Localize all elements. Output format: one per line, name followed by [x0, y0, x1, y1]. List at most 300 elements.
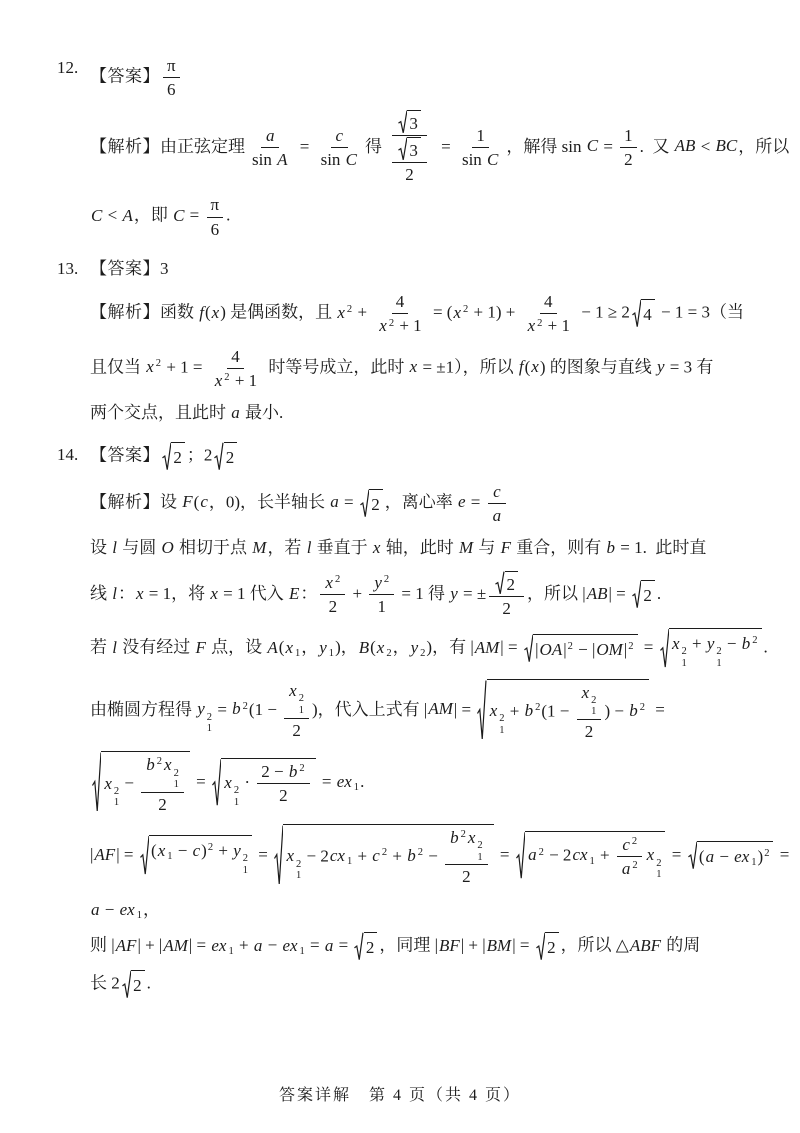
analysis-line	[90, 110, 790, 186]
text: . 又	[639, 136, 674, 156]
text: ；2	[186, 446, 213, 466]
text: − 1 ≥ 2	[577, 302, 630, 322]
text: −	[173, 841, 192, 861]
math-variable: c	[335, 125, 344, 145]
text: 则 |	[90, 935, 115, 955]
math-variable: x	[379, 316, 387, 336]
text: 2	[158, 794, 167, 814]
fraction	[488, 481, 507, 527]
text: 函数	[160, 302, 199, 322]
text: .	[656, 583, 662, 603]
math-variable: b	[741, 634, 751, 654]
answer-label: 【答案】	[90, 66, 160, 86]
fraction	[374, 291, 425, 337]
fraction	[523, 291, 574, 337]
text: =	[213, 699, 232, 719]
text: .	[226, 205, 231, 225]
subscript: 1	[295, 870, 302, 882]
analysis-line	[90, 897, 752, 923]
answer-label: 【答案】	[90, 258, 160, 278]
radical-icon	[274, 824, 283, 888]
text: = 1 得	[397, 583, 450, 603]
text: ，所以 △	[560, 935, 629, 955]
question-block	[57, 442, 790, 999]
analysis-label: 【解析】	[90, 136, 160, 156]
text: 2	[547, 938, 556, 958]
text: 2	[225, 448, 235, 468]
radicand	[641, 580, 655, 609]
numerator	[284, 680, 309, 718]
superscript: 2	[242, 700, 248, 712]
text: | =	[608, 583, 630, 603]
text: 轴，此时	[381, 538, 458, 558]
denominator	[163, 78, 180, 100]
sqrt-expression	[524, 634, 638, 663]
analysis-line	[90, 400, 752, 426]
superscript: 2	[535, 702, 541, 714]
superscript: 2	[764, 848, 770, 860]
text: (	[524, 357, 531, 377]
denominator	[374, 314, 425, 336]
superscript: 2	[173, 767, 179, 779]
radical-icon	[632, 580, 641, 609]
text: 3	[409, 113, 418, 133]
fraction	[392, 137, 427, 186]
radicand	[224, 442, 238, 471]
text: 2 −	[261, 762, 288, 782]
math-variable: b	[629, 700, 638, 720]
math-variable: A	[267, 637, 278, 657]
math-variable: y	[410, 637, 419, 657]
sqrt-expression	[660, 628, 762, 669]
math-variable: y	[197, 699, 205, 719]
radical-icon	[162, 442, 171, 471]
subscript: 1	[228, 945, 234, 957]
text: 2	[371, 494, 380, 514]
text: =	[339, 492, 358, 512]
text: −	[423, 846, 443, 866]
text: ：	[300, 583, 318, 603]
numerator	[320, 572, 345, 595]
denominator	[523, 314, 574, 336]
radicand	[505, 571, 519, 595]
math-variable: x	[211, 302, 220, 322]
math-variable: x	[467, 827, 476, 847]
text: )，代入上式有 |	[311, 699, 428, 719]
text: 与	[474, 538, 500, 558]
text: <	[103, 205, 122, 225]
text: )，	[335, 637, 358, 657]
radicand	[101, 751, 189, 815]
subscript: 1	[233, 796, 240, 808]
text: =	[295, 136, 314, 156]
text: = (	[428, 302, 453, 322]
subscript: 1	[299, 945, 305, 957]
math-variable: l	[112, 583, 117, 603]
text: −	[100, 899, 119, 919]
superscript: 2	[462, 303, 469, 315]
text: =	[185, 205, 204, 225]
sqrt-expression	[354, 932, 377, 961]
subscript: 1	[298, 704, 304, 716]
analysis-line	[90, 535, 752, 561]
radicand	[533, 634, 637, 663]
fraction	[617, 834, 643, 880]
sub-superscript	[681, 646, 688, 669]
radical-icon	[122, 970, 131, 999]
sub-superscript	[590, 695, 597, 718]
numerator	[577, 682, 602, 720]
text: ，离心率	[384, 492, 457, 512]
text: (	[204, 302, 211, 322]
math-variable: a	[231, 403, 240, 423]
text: = ±1），所以	[418, 357, 518, 377]
sub-superscript	[206, 712, 213, 735]
subscript: 1	[353, 782, 360, 794]
radical-icon	[632, 299, 641, 328]
text: +	[595, 845, 614, 865]
math-variable: E	[289, 583, 300, 603]
math-variable: x	[286, 846, 294, 866]
sqrt-expression	[274, 824, 494, 888]
math-variable: a	[330, 492, 339, 512]
text: =	[466, 492, 485, 512]
text: −	[263, 935, 282, 955]
numerator	[261, 125, 280, 148]
math-variable: ex	[336, 772, 352, 792]
text: − 1 = 3（当	[656, 302, 744, 322]
superscript: 2	[233, 785, 240, 796]
text: ，	[142, 899, 160, 919]
math-variable: F	[500, 538, 512, 558]
superscript: 2	[113, 785, 120, 797]
text: 2	[462, 867, 471, 887]
text: =	[191, 772, 210, 792]
superscript: 2	[639, 702, 645, 714]
radicand	[369, 489, 383, 518]
denominator	[617, 857, 643, 879]
subscript: 1	[499, 724, 505, 736]
sqrt-expression	[632, 299, 655, 328]
math-variable: b	[407, 846, 416, 866]
text: 最小.	[240, 403, 284, 423]
math-variable: y	[374, 573, 382, 593]
math-variable: f	[199, 302, 204, 322]
superscript: 2	[155, 358, 162, 370]
fraction	[248, 125, 292, 171]
text: ·	[240, 772, 255, 792]
denominator	[620, 148, 637, 170]
text: +	[388, 846, 407, 866]
text: 2	[292, 720, 301, 740]
math-variable: y	[233, 841, 241, 861]
math-variable: x	[527, 316, 536, 336]
text: 2	[405, 165, 414, 184]
analysis-line	[90, 932, 752, 961]
sqrt-expression	[516, 831, 666, 881]
math-variable: x	[453, 302, 461, 322]
math-variable: OA	[539, 640, 563, 660]
subscript: 1	[656, 869, 662, 881]
analysis-line	[90, 571, 752, 620]
denominator	[401, 163, 418, 185]
subscript: 1	[681, 657, 687, 669]
sub-superscript	[476, 840, 483, 863]
superscript: 2	[656, 857, 662, 869]
sqrt-expression	[122, 970, 145, 999]
text: +	[353, 846, 372, 866]
denominator	[154, 793, 171, 815]
analysis-line	[90, 679, 752, 743]
numerator	[392, 137, 427, 163]
math-variable: x	[409, 357, 418, 377]
radicand	[407, 137, 421, 161]
math-variable: y	[706, 634, 715, 654]
radical-icon	[398, 110, 407, 134]
superscript: 2	[299, 763, 305, 775]
fraction	[163, 55, 180, 101]
analysis-line	[90, 346, 752, 392]
text: 点，设	[206, 637, 267, 657]
text: | + |	[137, 935, 163, 955]
superscript: 2	[242, 853, 248, 865]
text: + 1	[395, 316, 422, 336]
math-variable: b	[288, 762, 298, 782]
math-variable: b	[232, 699, 241, 719]
denominator	[581, 720, 598, 742]
subscript: 1	[113, 797, 120, 809]
text: −	[722, 634, 741, 654]
math-variable: c	[372, 846, 380, 866]
text: ，0)，长半轴长	[208, 492, 330, 512]
subscript: 2	[420, 647, 426, 659]
subscript: 1	[173, 779, 179, 791]
math-variable: b	[524, 700, 534, 720]
math-variable: x	[376, 637, 385, 657]
text: 线	[90, 583, 112, 603]
sqrt-expression	[495, 571, 518, 595]
math-variable: ex	[734, 847, 750, 867]
text: 垂直于	[312, 538, 372, 558]
math-variable: x	[646, 845, 655, 865]
denominator	[385, 136, 434, 186]
text: π	[167, 56, 176, 75]
radicand	[487, 679, 649, 743]
superscript: 2	[334, 574, 341, 586]
radicand	[131, 970, 145, 999]
text: | + |	[460, 935, 486, 955]
text: ，同理 |	[379, 935, 438, 955]
math-variable: l	[112, 538, 117, 558]
superscript: 2	[477, 840, 483, 852]
math-variable: x	[224, 772, 232, 792]
math-variable: x	[372, 538, 381, 558]
math-variable: M	[458, 538, 474, 558]
question-number: 12.	[57, 58, 79, 77]
math-variable: a	[253, 935, 263, 955]
denominator	[207, 218, 224, 240]
radicand	[545, 932, 559, 961]
denominator	[458, 148, 503, 170]
text: 2	[584, 722, 594, 742]
fraction	[620, 125, 637, 171]
denominator	[275, 784, 292, 806]
numerator	[392, 110, 427, 136]
superscript: 2	[628, 641, 634, 653]
text: + 1	[230, 370, 258, 390]
fraction	[489, 571, 524, 620]
math-variable: a	[621, 859, 631, 879]
numerator	[369, 572, 394, 595]
text: + 1) +	[469, 302, 520, 322]
denominator	[210, 369, 261, 391]
math-variable: AM	[428, 699, 453, 719]
text: 4	[231, 346, 240, 366]
math-variable: f	[518, 357, 524, 377]
sqrt-expression	[140, 835, 252, 876]
text: .	[763, 637, 768, 657]
subscript: 1	[751, 857, 757, 869]
sqrt-expression	[92, 751, 190, 815]
text: =	[775, 844, 790, 864]
text: 4	[395, 292, 405, 312]
text: | =	[188, 935, 211, 955]
text: 的周	[662, 935, 701, 955]
fraction	[210, 346, 261, 392]
analysis-line	[90, 291, 752, 337]
text: +	[505, 700, 524, 720]
numerator	[617, 834, 642, 857]
text: <	[696, 136, 715, 156]
math-variable: x	[581, 682, 590, 702]
sub-superscript	[173, 768, 180, 791]
text: 3	[160, 258, 169, 278]
text: +	[348, 583, 367, 603]
text: π	[210, 195, 220, 215]
math-variable: x	[531, 357, 539, 377]
math-variable: OM	[596, 640, 623, 660]
analysis-line	[90, 194, 752, 240]
radicand	[525, 831, 665, 881]
superscript: 2	[388, 317, 395, 329]
superscript: 2	[537, 317, 543, 329]
math-variable: BM	[486, 935, 512, 955]
text: |	[563, 640, 567, 660]
fraction	[577, 682, 602, 743]
text: − 2	[302, 846, 329, 866]
text: ，若	[267, 538, 306, 558]
radicand	[407, 110, 421, 134]
math-variable: ex	[211, 935, 227, 955]
denominator	[498, 597, 515, 619]
math-variable: C	[586, 136, 599, 156]
superscript: 2	[295, 858, 302, 870]
numerator	[472, 125, 489, 148]
text: ：	[117, 583, 135, 603]
math-variable: x	[164, 755, 172, 775]
subscript: 1	[136, 909, 142, 921]
radical-icon	[214, 442, 223, 471]
text: ，解得 sin	[506, 136, 586, 156]
math-variable: x	[285, 637, 293, 657]
text: 2	[502, 598, 511, 618]
numerator	[540, 291, 557, 314]
superscript: 2	[631, 835, 638, 847]
radical-icon	[688, 841, 697, 870]
math-variable: l	[112, 637, 117, 657]
text: 2	[173, 448, 182, 468]
math-variable: x	[325, 573, 333, 593]
text: 2	[133, 976, 142, 996]
numerator	[141, 754, 184, 792]
denominator	[488, 504, 507, 526]
subscript: 1	[328, 647, 335, 659]
superscript: 2	[417, 847, 423, 859]
radical-icon	[660, 628, 669, 669]
fraction	[385, 110, 434, 186]
superscript: 2	[752, 635, 758, 647]
radical-icon	[140, 835, 149, 876]
text: (1 −	[541, 700, 574, 720]
question-block	[57, 256, 752, 427]
text: (	[698, 847, 705, 867]
text: =	[305, 935, 324, 955]
question-number: 13.	[57, 258, 79, 278]
superscript: 2	[224, 372, 230, 384]
text: 6	[210, 219, 220, 239]
text: 1	[476, 125, 485, 145]
denominator	[325, 595, 342, 617]
text: )，有 |	[426, 637, 474, 657]
superscript: 2	[538, 846, 544, 858]
text: 没有经过	[117, 637, 195, 657]
text: ) 的图象与直线	[539, 357, 656, 377]
math-variable: x	[671, 634, 680, 654]
radical-icon	[354, 932, 363, 961]
radicand	[364, 932, 378, 961]
text: −	[120, 773, 139, 793]
text: 6	[167, 80, 176, 100]
text: | =	[500, 637, 522, 657]
text: 设	[160, 492, 182, 512]
sqrt-expression	[398, 110, 421, 134]
math-variable: x	[489, 700, 498, 720]
answer-line	[57, 256, 752, 282]
math-variable: x	[210, 583, 218, 603]
radical-icon	[360, 489, 369, 518]
superscript: 2	[681, 646, 687, 658]
denominator	[248, 148, 292, 170]
math-variable: y	[319, 637, 327, 657]
math-variable: M	[252, 538, 267, 558]
text: = 1. 此时直	[616, 538, 707, 558]
numerator	[331, 125, 349, 148]
radical-icon	[495, 571, 504, 595]
fraction	[207, 194, 224, 240]
text: =	[254, 844, 273, 864]
superscript: 2	[207, 842, 214, 854]
superscript: 2	[298, 693, 304, 705]
text: (	[370, 637, 376, 657]
math-variable: c	[493, 481, 501, 501]
text: 两个交点，且此时	[90, 403, 231, 423]
subscript: 1	[477, 851, 483, 863]
superscript: 2	[206, 711, 213, 723]
fraction	[369, 572, 394, 618]
math-variable: ex	[119, 899, 135, 919]
radicand	[641, 299, 655, 328]
answer-label: 【答案】	[90, 446, 160, 466]
